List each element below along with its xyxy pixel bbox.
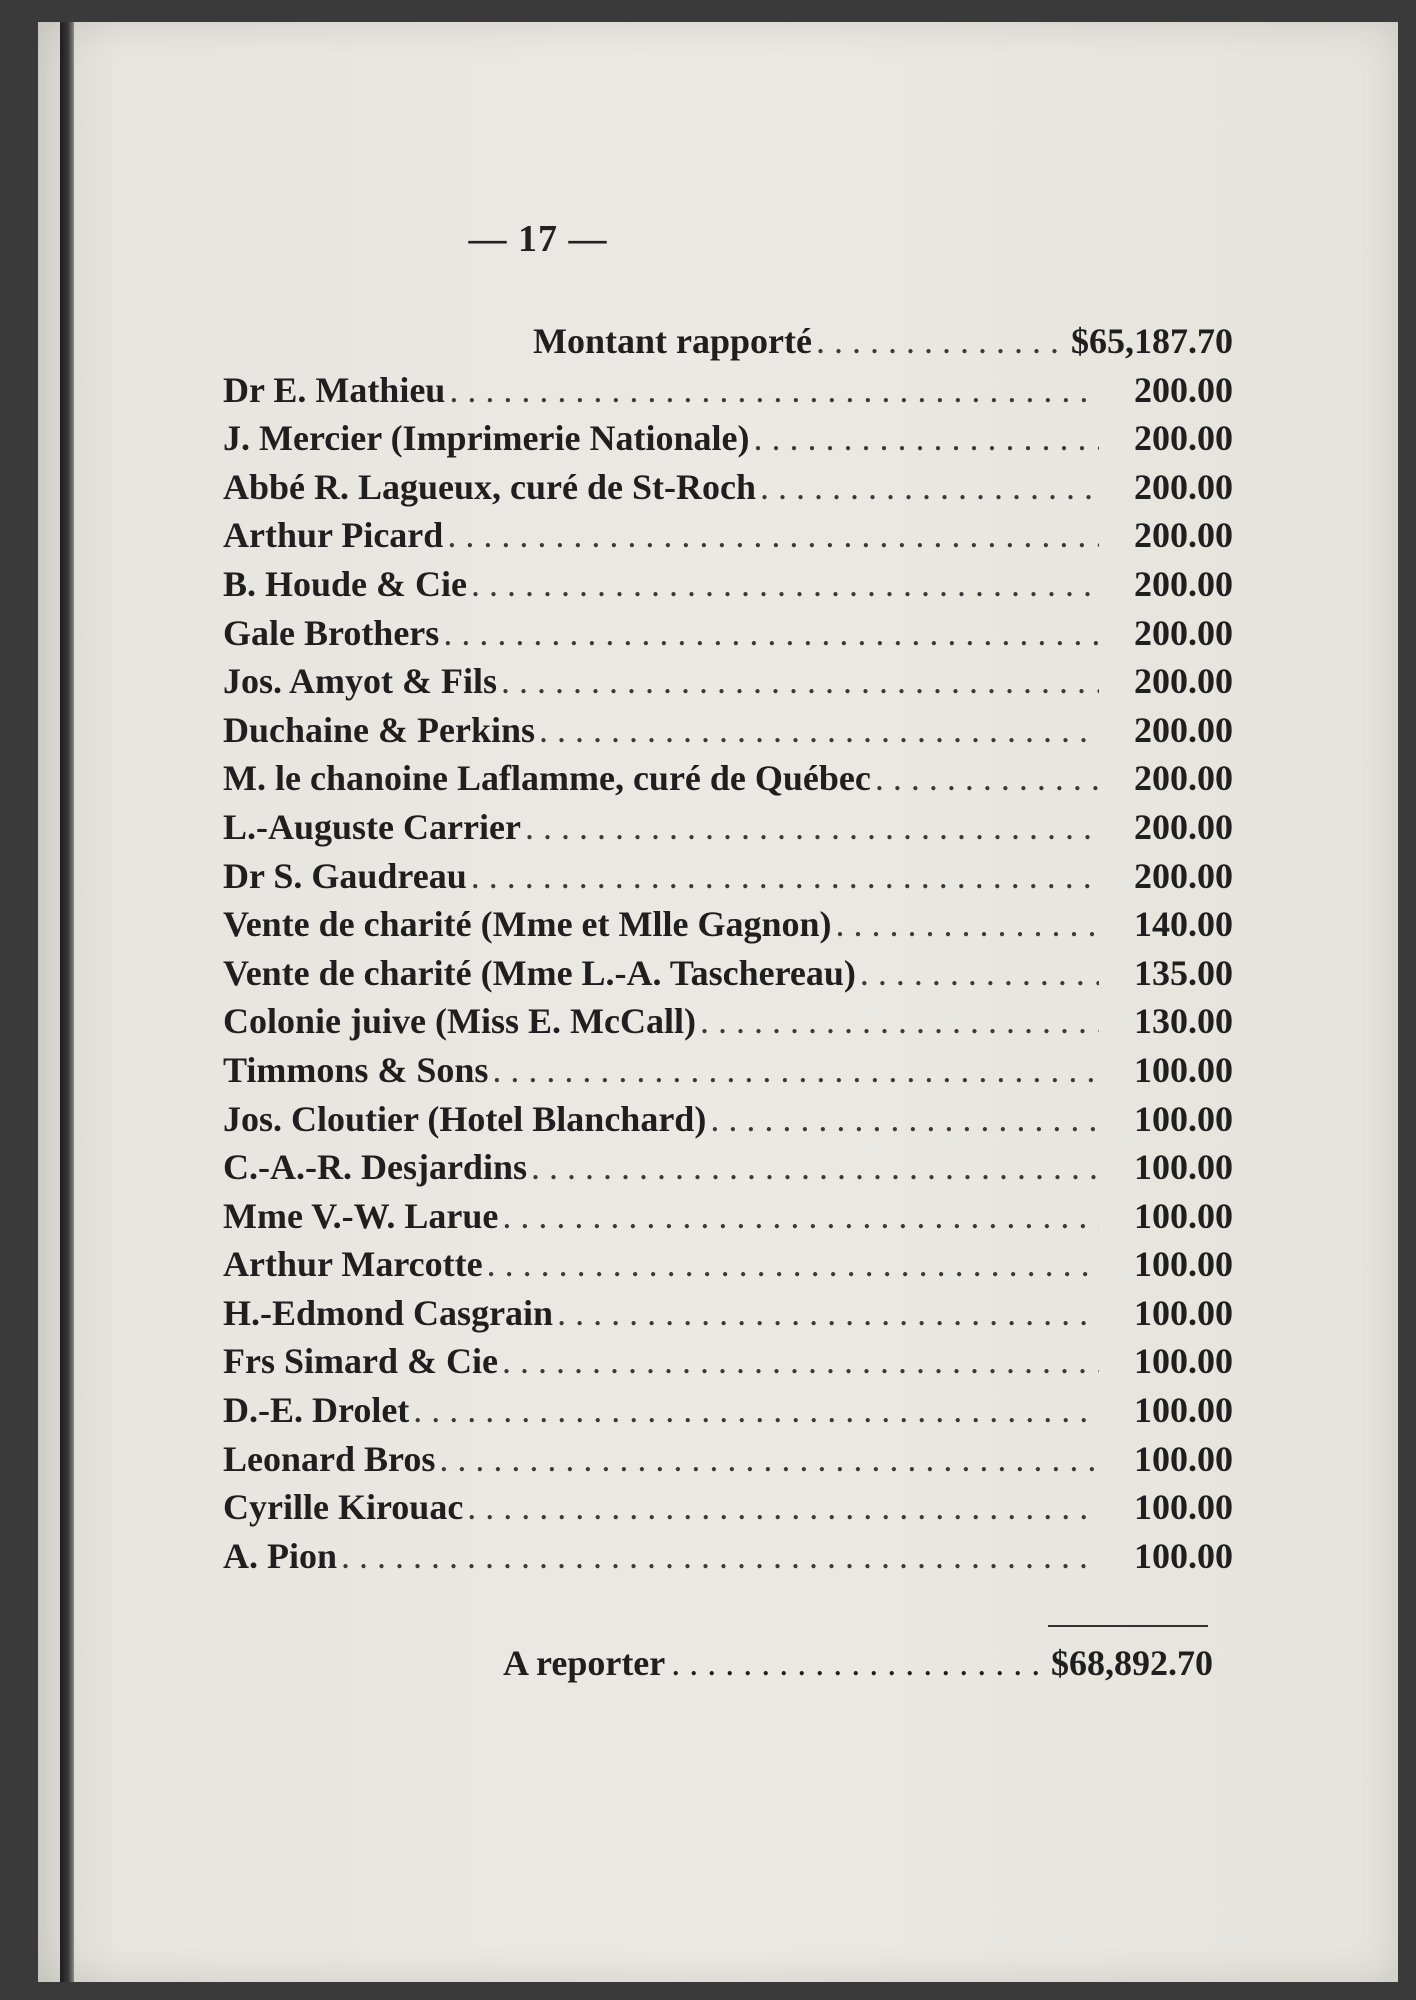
sum-rule <box>1048 1625 1208 1627</box>
entry-name: D.-E. Drolet <box>223 1390 410 1431</box>
entry-amount: 200.00 <box>1134 709 1233 750</box>
entry-amount: 140.00 <box>1134 904 1233 945</box>
entry-amount: 100.00 <box>1134 1292 1233 1333</box>
entry-name: Vente de charité (Mme L.-A. Taschereau) <box>223 952 856 993</box>
leader-dots <box>467 1486 1099 1528</box>
entry-amount: 200.00 <box>1134 466 1233 507</box>
leader-dots <box>816 320 1067 362</box>
entry-name: Duchaine & Perkins <box>223 709 536 750</box>
leader-dots <box>341 1535 1099 1577</box>
entry-amount: 200.00 <box>1134 661 1233 702</box>
entry-amount: 200.00 <box>1134 369 1233 410</box>
ledger-entry <box>223 1000 1233 1049</box>
ledger-entry <box>223 369 1233 418</box>
entry-name: Arthur Marcotte <box>223 1244 483 1285</box>
entry-amount: 200.00 <box>1134 855 1233 896</box>
leader-dots <box>447 514 1099 556</box>
ledger-entry <box>223 612 1233 661</box>
entry-list <box>223 369 1233 1584</box>
entry-name: J. Mercier (Imprimerie Nationale) <box>223 418 750 459</box>
leader-dots <box>710 1098 1099 1140</box>
ledger <box>223 320 1233 1583</box>
entry-name: C.-A.-R. Desjardins <box>223 1147 527 1188</box>
entry-amount: 100.00 <box>1134 1487 1233 1528</box>
ledger-entry <box>223 514 1233 563</box>
entry-name: Jos. Amyot & Fils <box>223 661 497 702</box>
entry-name: L.-Auguste Carrier <box>223 806 521 847</box>
ledger-entry <box>223 1195 1233 1244</box>
entry-name: Leonard Bros <box>223 1438 436 1479</box>
ledger-entry <box>223 1098 1233 1147</box>
ledger-entry <box>223 1049 1233 1098</box>
entry-name: H.-Edmond Casgrain <box>223 1292 554 1333</box>
entry-name: Arthur Picard <box>223 515 444 556</box>
entry-name: A. Pion <box>223 1535 338 1576</box>
leader-dots <box>471 855 1099 897</box>
leader-dots <box>525 806 1099 848</box>
entry-amount: 200.00 <box>1134 515 1233 556</box>
entry-amount: 100.00 <box>1134 1049 1233 1090</box>
leader-dots <box>875 757 1099 799</box>
ledger-entry <box>223 466 1233 515</box>
ledger-entry <box>223 1438 1233 1487</box>
entry-name: Colonie juive (Miss E. McCall) <box>223 1001 696 1042</box>
entry-name: Timmons & Sons <box>223 1049 489 1090</box>
leader-dots <box>836 903 1099 945</box>
entry-name: Vente de charité (Mme et Mlle Gagnon) <box>223 904 832 945</box>
ledger-entry <box>223 757 1233 806</box>
leader-dots <box>471 563 1099 605</box>
entry-name: Abbé R. Lagueux, curé de St-Roch <box>223 466 757 507</box>
entry-name: Mme V.-W. Larue <box>223 1195 499 1236</box>
entry-amount: 200.00 <box>1134 418 1233 459</box>
carried-forward-row <box>223 320 1233 369</box>
leader-dots <box>671 1642 1045 1684</box>
entry-amount: 200.00 <box>1134 758 1233 799</box>
total-amount: $68,892.70 <box>1051 1643 1213 1683</box>
binding-edge <box>60 22 74 1982</box>
ledger-entry <box>223 952 1233 1001</box>
entry-amount: 100.00 <box>1134 1244 1233 1285</box>
leader-dots <box>760 466 1099 508</box>
leader-dots <box>502 1340 1099 1382</box>
entry-amount: 100.00 <box>1134 1341 1233 1382</box>
leader-dots <box>501 660 1099 702</box>
ledger-entry <box>223 903 1233 952</box>
carried-forward-amount: $65,187.70 <box>1071 321 1233 361</box>
leader-dots <box>443 612 1099 654</box>
ledger-entry <box>223 1486 1233 1535</box>
leader-dots <box>492 1049 1099 1091</box>
entry-amount: 200.00 <box>1134 806 1233 847</box>
leader-dots <box>557 1292 1099 1334</box>
page-number: — 17 — <box>468 218 608 260</box>
ledger-entry <box>223 660 1233 709</box>
entry-name: Dr S. Gaudreau <box>223 855 467 896</box>
entry-name: B. Houde & Cie <box>223 563 468 604</box>
entry-name: Gale Brothers <box>223 612 440 653</box>
ledger-entry <box>223 1389 1233 1438</box>
entry-amount: 100.00 <box>1134 1535 1233 1576</box>
leader-dots <box>700 1000 1099 1042</box>
ledger-entry <box>223 855 1233 904</box>
leader-dots <box>860 952 1099 994</box>
ledger-entry <box>223 1243 1233 1292</box>
entry-amount: 100.00 <box>1134 1390 1233 1431</box>
ledger-entry <box>223 417 1233 466</box>
entry-amount: 100.00 <box>1134 1438 1233 1479</box>
ledger-entry <box>223 709 1233 758</box>
entry-amount: 200.00 <box>1134 563 1233 604</box>
entry-amount: 135.00 <box>1134 952 1233 993</box>
leader-dots <box>539 709 1099 751</box>
ledger-entry <box>223 1146 1233 1195</box>
leader-dots <box>413 1389 1099 1431</box>
ledger-entry <box>223 563 1233 612</box>
total-row <box>503 1642 1213 1684</box>
ledger-entry <box>223 1340 1233 1389</box>
ledger-entry <box>223 1535 1233 1584</box>
entry-name: Dr E. Mathieu <box>223 369 446 410</box>
entry-amount: 200.00 <box>1134 612 1233 653</box>
entry-amount: 100.00 <box>1134 1147 1233 1188</box>
leader-dots <box>502 1195 1099 1237</box>
leader-dots <box>449 369 1099 411</box>
leader-dots <box>439 1438 1099 1480</box>
total-label: A reporter <box>503 1643 666 1683</box>
leader-dots <box>531 1146 1099 1188</box>
entry-name: M. le chanoine Laflamme, curé de Québec <box>223 758 871 799</box>
ledger-entry <box>223 1292 1233 1341</box>
ledger-entry <box>223 806 1233 855</box>
entry-amount: 130.00 <box>1134 1001 1233 1042</box>
leader-dots <box>487 1243 1099 1285</box>
entry-amount: 100.00 <box>1134 1195 1233 1236</box>
document-page <box>38 22 1398 1982</box>
carried-forward-label: Montant rapporté <box>533 321 812 361</box>
entry-name: Jos. Cloutier (Hotel Blanchard) <box>223 1098 707 1139</box>
leader-dots <box>753 417 1099 459</box>
entry-name: Cyrille Kirouac <box>223 1487 464 1528</box>
entry-amount: 100.00 <box>1134 1098 1233 1139</box>
entry-name: Frs Simard & Cie <box>223 1341 498 1382</box>
